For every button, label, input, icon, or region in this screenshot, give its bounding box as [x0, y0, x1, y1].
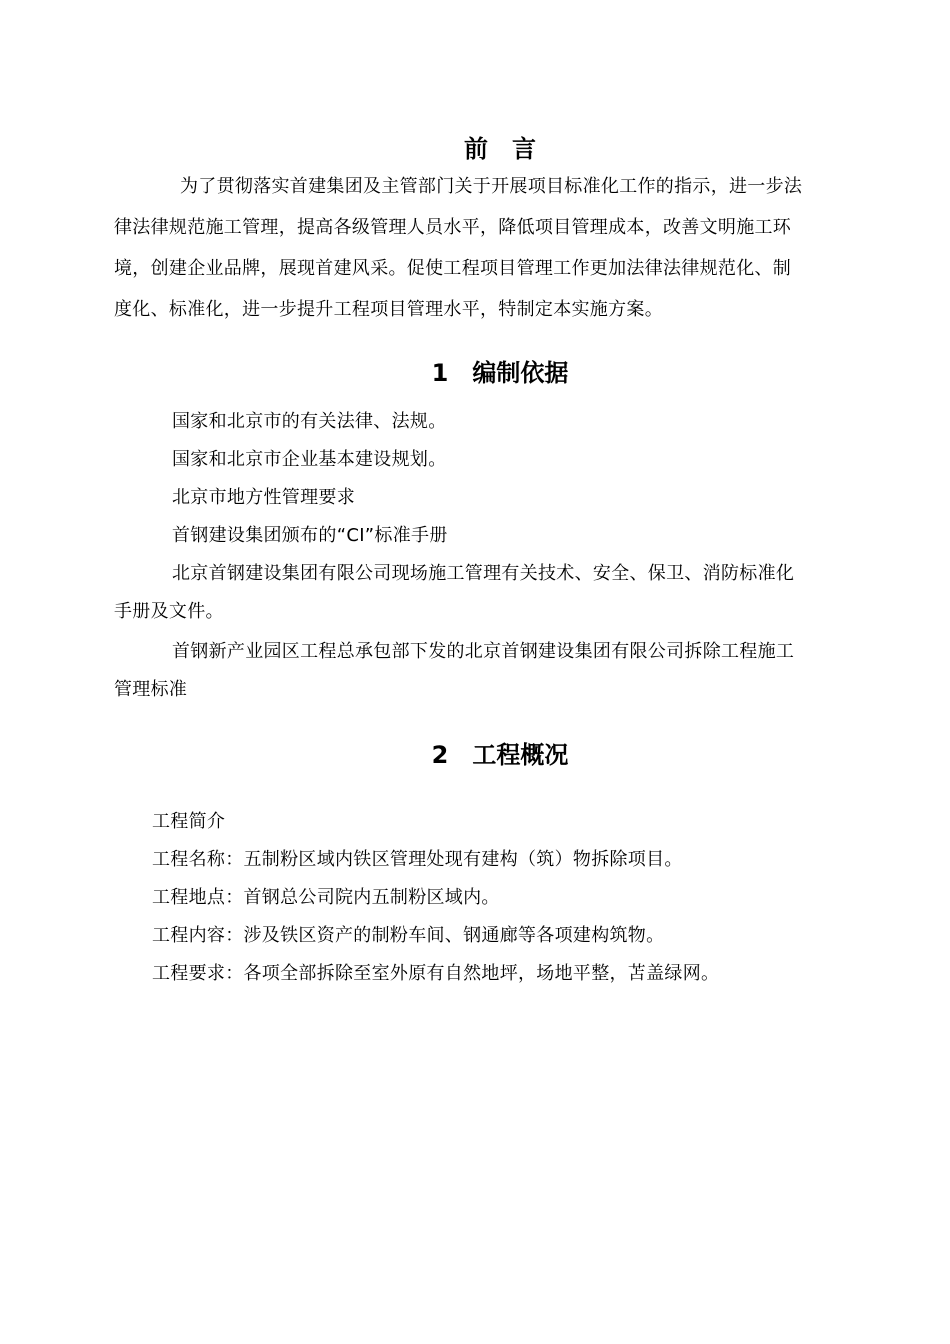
overview-item: 工程内容：涉及铁区资产的制粉车间、钢通廊等各项建构筑物。	[152, 925, 665, 946]
basis-item: 北京市地方性管理要求	[172, 487, 355, 508]
basis-item-continuation: 管理标准	[114, 679, 188, 700]
preface-line: 为了贯彻落实首建集团及主管部门关于开展项目标准化工作的指示，进一步法	[180, 176, 803, 197]
basis-item: 北京首钢建设集团有限公司现场施工管理有关技术、安全、保卫、消防标准化	[172, 563, 795, 584]
preface-title: 前 言	[464, 135, 536, 163]
preface-line: 律法律规范施工管理，提高各级管理人员水平，降低项目管理成本，改善文明施工环	[114, 217, 792, 238]
basis-item: 国家和北京市的有关法律、法规。	[172, 411, 447, 432]
overview-item: 工程简介	[152, 811, 226, 832]
preface-line: 境，创建企业品牌，展现首建风采。促使工程项目管理工作更加法律法律规范化、制	[114, 258, 792, 279]
basis-item: 首钢新产业园区工程总承包部下发的北京首钢建设集团有限公司拆除工程施工	[172, 641, 795, 662]
overview-item: 工程地点：首钢总公司院内五制粉区域内。	[152, 887, 500, 908]
overview-item: 工程名称：五制粉区域内铁区管理处现有建构（筑）物拆除项目。	[152, 849, 683, 870]
section-2-title: 2 工程概况	[431, 741, 569, 769]
basis-item-continuation: 手册及文件。	[114, 601, 224, 622]
section-1-title: 1 编制依据	[431, 359, 569, 387]
preface-line: 度化、标准化，进一步提升工程项目管理水平，特制定本实施方案。	[114, 299, 663, 320]
basis-item: 国家和北京市企业基本建设规划。	[172, 449, 447, 470]
basis-item: 首钢建设集团颁布的“CI”标准手册	[172, 525, 448, 546]
overview-item: 工程要求：各项全部拆除至室外原有自然地坪，场地平整，苫盖绿网。	[152, 963, 720, 984]
